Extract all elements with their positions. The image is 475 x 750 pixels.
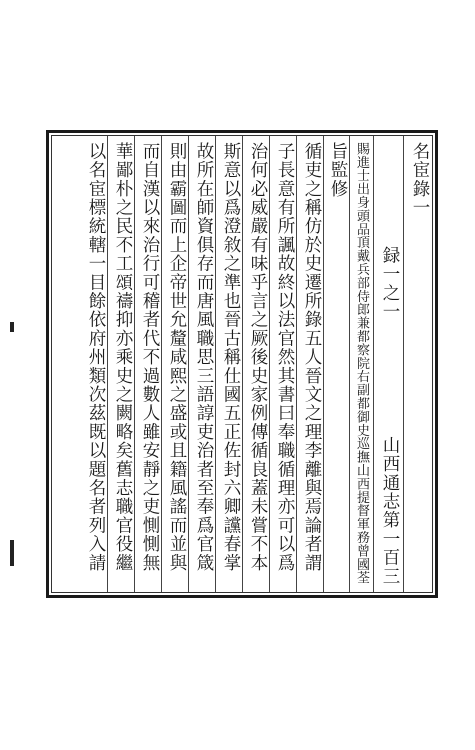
body-column-2: 子長意有所諷故終以法官然其書曰奉職循理亦可以爲 — [275, 142, 295, 573]
frame-inner-border — [51, 135, 433, 593]
column-rule — [215, 136, 216, 592]
editor-credit: 賜進士出身頭品頂戴兵部侍郎兼都察院右副都御史巡撫山西提督軍務曾國荃 — [354, 142, 369, 585]
body-column-5: 故所在師資俱存而唐風職思三語諄吏治者至奉爲官箴 — [194, 142, 214, 573]
body-column-9: 以名宦標統轄一目餘依府州類次茲既以題名者列入請 — [86, 142, 106, 573]
body-column-6: 則由霸圖而上企帝世允釐咸熙之盛或且籍風謠而並與 — [167, 142, 187, 573]
column-rule — [373, 136, 374, 592]
body-column-8: 華鄙朴之民不工頌禱抑亦乘史之闕略矣舊志職官役繼 — [113, 142, 133, 573]
scan-edge-mark — [10, 540, 14, 566]
text-frame — [46, 130, 438, 598]
section-title: 録一之一 — [380, 246, 400, 321]
edict-line: 旨監修 — [328, 142, 348, 199]
scan-edge-mark — [10, 322, 14, 332]
column-rule — [296, 136, 297, 592]
column-rule — [188, 136, 189, 592]
column-rule — [242, 136, 243, 592]
column-rule — [107, 136, 108, 592]
body-column-4: 斯意以爲澄敘之準也晉古稱仕國五正佐封六卿讜春掌 — [221, 142, 241, 573]
column-rule — [349, 136, 350, 592]
body-column-3: 治何必威嚴有味乎言之厥後史家例傳循良蓋未嘗不本 — [248, 142, 268, 573]
running-title: 名宦錄一 — [410, 142, 430, 217]
column-rule — [134, 136, 135, 592]
column-rule — [323, 136, 324, 592]
body-column-7: 而自漢以來治行可稽者代不過數人雖安靜之吏惻惻無 — [140, 142, 160, 573]
column-rule — [161, 136, 162, 592]
column-rule — [403, 136, 404, 592]
column-rule — [269, 136, 270, 592]
book-title: 山西通志第一百三 — [380, 436, 400, 586]
body-column-1: 循吏之稱仿於史遷所錄五人晉文之理李離與焉論者謂 — [302, 142, 322, 573]
